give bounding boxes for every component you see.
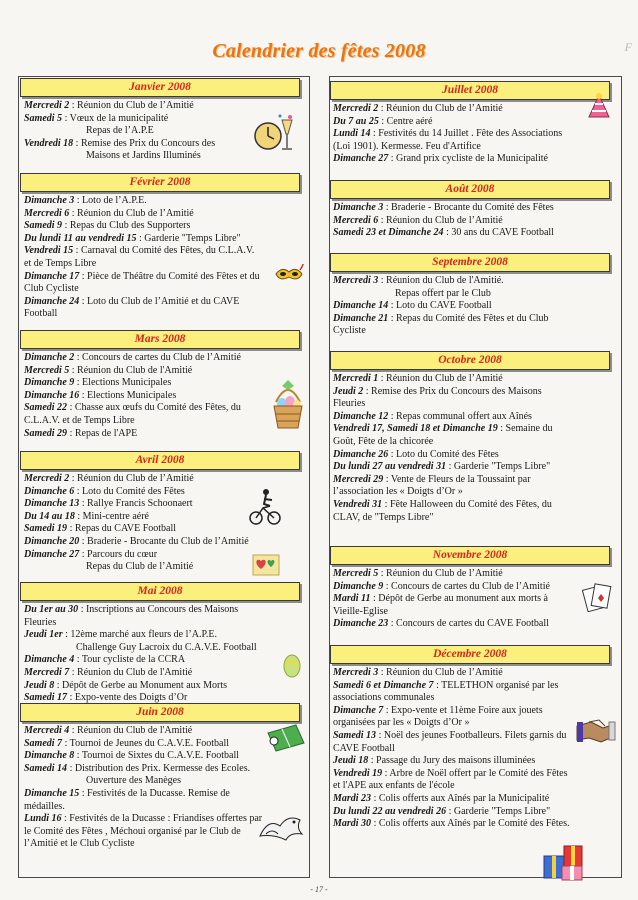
event-text: : TELETHON organisé par les associations communales: [333, 679, 559, 704]
event-text: : Elections Municipales: [79, 389, 177, 401]
event-entry: [24, 138, 264, 151]
event-date: Vendredi 31: [333, 498, 383, 510]
event-entry: [333, 300, 573, 313]
event-date: Lundi 14: [333, 128, 371, 140]
month-header: Novembre 2008: [330, 546, 610, 565]
event-entry: [24, 725, 264, 738]
event-entry: [333, 581, 573, 594]
event-entry: [333, 128, 573, 153]
event-text: : Arbre de Noël offert par le Comité des Fêtes et l'APE aux enfants de l'école: [333, 767, 568, 792]
event-entry: [333, 793, 573, 806]
event-date: Dimanche 6: [24, 485, 75, 497]
event-text: : Dépôt de Gerbe au monument aux morts à Vieille-Eglise: [333, 593, 548, 617]
event-date: Jeudi 1er: [24, 629, 63, 641]
event-date: Dimanche 4: [24, 654, 75, 666]
event-text: : Remise des Prix du Concours des: [73, 137, 216, 149]
event-text: Maisons et Jardins Illuminés: [86, 150, 201, 162]
event-text: : Chasse aux œufs du Comité des Fêtes, du C.L.A.V. et de Temps Libre: [24, 402, 241, 426]
event-text: : Réunion du Club de l'Amitié.: [378, 275, 504, 286]
event-date: Samedi 17: [24, 692, 68, 704]
month-header: Février 2008: [20, 173, 300, 192]
event-text: Ouverture des Manèges: [86, 775, 181, 787]
event-entry: [24, 245, 264, 270]
month-events: [333, 568, 573, 631]
event-entry: [333, 153, 573, 166]
page-number: - 17 -: [310, 885, 328, 894]
event-date: Samedi 23 et Dimanche 24: [333, 227, 444, 239]
event-entry: [24, 402, 264, 427]
month-events: [24, 725, 264, 851]
event-date: Samedi 13: [333, 729, 377, 741]
event-date: Du 7 au 25: [333, 115, 379, 127]
event-entry: [333, 593, 573, 618]
event-date: Dimanche 9: [24, 377, 75, 389]
event-date: Du 1er au 30: [24, 604, 79, 615]
event-text: : Tournoi de Jeunes du C.A.V.E. Football: [62, 737, 230, 749]
event-entry: [333, 755, 573, 768]
event-date: Dimanche 16: [24, 389, 80, 401]
event-entry: [333, 499, 573, 524]
event-date: Mercredi 6: [333, 214, 379, 226]
event-text: : Garderie "Temps Libre": [446, 461, 551, 473]
event-text: : Repas du CAVE Football: [67, 523, 177, 535]
event-text: : Centre aéré: [378, 115, 433, 127]
event-date: Samedi 22: [24, 402, 68, 414]
event-text: : Réunion du Club de l'Amitié: [69, 725, 193, 736]
event-entry: [333, 227, 573, 240]
event-entry: [24, 511, 264, 524]
event-date: Mercredi 5: [24, 364, 70, 376]
event-entry: [333, 411, 573, 424]
event-entry: [333, 423, 573, 448]
event-text: : Réunion du Club de l’Amitié: [69, 207, 194, 219]
month-events: [333, 103, 573, 166]
event-date: Mardi 30: [333, 818, 372, 830]
event-text: : Réunion du Club de l'Amitié: [69, 364, 193, 376]
event-text: : Réunion du Club de l’Amitié: [378, 373, 503, 384]
event-entry: [333, 386, 573, 411]
football-pitch-icon: [266, 723, 306, 753]
gift-boxes-icon: [540, 838, 586, 884]
month-header: Octobre 2008: [330, 351, 610, 370]
event-text: : Parcours du cœur: [79, 548, 158, 560]
event-text: : Semaine du Goût, Fête de la chicorée: [333, 423, 553, 447]
champagne-clock-icon: [252, 112, 298, 156]
month-header: Juillet 2008: [330, 81, 610, 100]
event-text: : Passage du Jury des maisons illuminées: [368, 755, 536, 767]
event-text: : Carnaval du Comité des Fêtes, du C.L.A.V. et de Temps Libre: [24, 245, 255, 269]
event-entry: [24, 473, 264, 486]
event-text: : Expo-vente des Doigts d’Or: [67, 692, 188, 704]
event-entry: [24, 604, 264, 629]
event-date: Mercredi 2: [24, 100, 70, 111]
event-entry: [24, 271, 264, 296]
event-text: : Rallye Francis Schoonaert: [79, 498, 193, 510]
event-entry: [24, 195, 264, 208]
month-header: Avril 2008: [20, 451, 300, 470]
event-entry: [24, 125, 264, 138]
event-entry: [24, 100, 264, 113]
carousel-dragon-icon: [256, 808, 306, 844]
event-date: Dimanche 21: [333, 312, 389, 324]
event-entry: [24, 680, 264, 693]
event-entry: [333, 768, 573, 793]
event-date: Jeudi 18: [333, 755, 369, 767]
event-entry: [333, 215, 573, 228]
event-entry: [333, 449, 573, 462]
event-entry: [333, 275, 573, 288]
event-date: Mercredi 7: [24, 666, 70, 678]
event-date: Dimanche 2: [24, 352, 75, 363]
event-entry: [333, 730, 573, 755]
event-date: Dimanche 24: [24, 295, 80, 307]
event-text: : Colis offerts aux Aînés par la Municipalité: [371, 792, 550, 804]
cyclist-icon: [248, 486, 282, 526]
event-entry: [24, 498, 264, 511]
event-text: : Concours de cartes du CAVE Football: [388, 618, 549, 630]
event-entry: [24, 233, 264, 246]
event-text: : Réunion du Club de l’Amitié: [378, 667, 503, 678]
event-date: Dimanche 15: [24, 787, 80, 799]
handshake-icon: [575, 710, 617, 752]
event-entry: [24, 629, 264, 642]
event-entry: [24, 561, 264, 574]
event-entry: [24, 523, 264, 536]
event-entry: [333, 202, 573, 215]
month-events: [333, 373, 573, 524]
event-entry: [24, 352, 264, 365]
event-text: : Repas communal offert aux Aînés: [388, 410, 532, 422]
event-date: Mercredi 1: [333, 373, 379, 384]
bleed-through-text: F: [624, 40, 632, 54]
month-events: [24, 195, 264, 321]
event-date: Mercredi 2: [24, 473, 70, 484]
event-text: : Réunion du Club de l’Amitié: [378, 568, 503, 579]
event-date: Dimanche 3: [24, 195, 75, 206]
event-entry: [24, 390, 264, 403]
event-entry: [333, 373, 573, 386]
event-text: : Grand prix cycliste de la Municipalité: [388, 153, 548, 165]
month-header: Septembre 2008: [330, 253, 610, 272]
event-entry: [24, 750, 264, 763]
event-date: Mercredi 29: [333, 473, 384, 485]
event-date: Dimanche 3: [333, 202, 384, 213]
event-entry: [24, 150, 264, 163]
event-date: Mercredi 3: [333, 667, 379, 678]
event-date: Jeudi 2: [333, 385, 364, 397]
event-text: : Braderie - Brocante du Comité des Fêtes: [383, 202, 554, 213]
event-entry: [333, 103, 573, 116]
event-date: Du 14 au 18: [24, 510, 75, 522]
event-entry: [333, 313, 573, 338]
event-entry: [333, 680, 573, 705]
event-text: : Tournoi de Sixtes du C.A.V.E. Football: [74, 750, 240, 762]
event-text: : Dépôt de Gerbe au Monument aux Morts: [54, 679, 228, 691]
event-date: Du lundi 27 au vendredi 31: [333, 461, 447, 473]
event-date: Mercredi 4: [24, 725, 70, 736]
event-text: : Fête Halloween du Comité des Fêtes, du CLAV, de "Temps Libre": [333, 498, 552, 523]
event-date: Dimanche 27: [24, 548, 80, 560]
event-entry: [24, 788, 264, 813]
event-text: : Remise des Prix du Concours des Maisons Fleuries: [333, 385, 542, 410]
event-entry: [24, 365, 264, 378]
month-header: Mai 2008: [20, 582, 300, 601]
event-text: : Inscriptions au Concours des Maisons Fleuries: [24, 604, 239, 628]
event-entry: [333, 288, 573, 301]
event-text: : Loto du Club de l’Amitié et du CAVE Football: [24, 295, 240, 320]
event-date: Mercredi 3: [333, 275, 379, 286]
event-date: Mercredi 2: [333, 103, 379, 114]
party-hat-icon: [585, 93, 613, 121]
event-date: Dimanche 27: [333, 153, 389, 165]
event-date: Dimanche 23: [333, 618, 389, 630]
event-date: Samedi 5: [24, 112, 63, 124]
month-header: Juin 2008: [20, 703, 300, 722]
month-events: [333, 275, 573, 338]
event-entry: [333, 667, 573, 680]
event-date: Vendredi 17, Samedi 18 et Dimanche 19: [333, 423, 498, 435]
page-title: Calendrier des fêtes 2008: [212, 40, 426, 62]
event-date: Dimanche 14: [333, 300, 389, 312]
easter-basket-icon: [270, 380, 306, 434]
event-date: Dimanche 7: [333, 704, 384, 716]
event-entry: [24, 763, 264, 776]
event-entry: [24, 428, 264, 441]
event-text: Challenge Guy Lacroix du C.A.V.E. Football: [76, 641, 257, 653]
event-date: Mercredi 5: [333, 568, 379, 579]
event-date: Dimanche 20: [24, 535, 80, 547]
event-text: : Repas du Comité des Fêtes et du Club Cycliste: [333, 312, 549, 337]
event-text: : 30 ans du CAVE Football: [443, 227, 554, 239]
event-date: Dimanche 9: [333, 580, 384, 592]
event-date: Vendredi 15: [24, 245, 74, 257]
event-text: : Festivités du 14 Juillet . Fête des Associations (Loi 1901). Kermesse. Feu d'Artifice: [333, 128, 563, 152]
event-entry: [333, 806, 573, 819]
event-text: : Réunion du Club de l’Amitié: [69, 473, 194, 484]
event-entry: [333, 461, 573, 474]
month-header: Janvier 2008: [20, 78, 300, 97]
event-entry: [24, 775, 264, 788]
event-text: : Vente de Fleurs de la Toussaint par l’association les « Doigts d’Or »: [333, 473, 531, 498]
event-date: Mercredi 6: [24, 207, 70, 219]
month-header: Août 2008: [330, 180, 610, 199]
event-text: : Loto de l’A.P.E.: [74, 195, 147, 206]
event-text: : Loto du Comité des Fêtes: [74, 485, 185, 497]
event-text: Repas offert par le Club: [395, 287, 491, 299]
event-text: : Garderie "Temps Libre": [136, 232, 241, 244]
event-entry: [333, 705, 573, 730]
event-entry: [24, 642, 264, 655]
event-date: Mardi 11: [333, 593, 371, 605]
month-events: [24, 473, 264, 574]
event-date: Samedi 6 et Dimanche 7: [333, 679, 434, 691]
event-date: Mardi 23: [333, 792, 372, 804]
event-text: : Braderie - Brocante du Club de l’Amitié: [79, 535, 249, 547]
carnival-mask-icon: [274, 264, 304, 286]
event-text: : Expo-vente et 11ème Foire aux jouets organisées par les « Doigts d’Or »: [333, 704, 543, 729]
event-text: : Concours de cartes du Club de l’Amitié: [383, 580, 550, 592]
month-header: Mars 2008: [20, 330, 300, 349]
event-date: Du lundi 11 au vendredi 15: [24, 232, 137, 244]
event-text: : Réunion du Club de l'Amitié: [69, 666, 193, 678]
event-text: : Loto du CAVE Football: [388, 300, 492, 312]
event-date: Dimanche 26: [333, 448, 389, 460]
month-header: Décembre 2008: [330, 645, 610, 664]
event-text: : Réunion du Club de l’Amitié: [378, 103, 503, 114]
event-date: Samedi 14: [24, 762, 68, 774]
event-entry: [24, 738, 264, 751]
event-entry: [333, 116, 573, 129]
event-date: Du lundi 22 au vendredi 26: [333, 805, 447, 817]
event-text: : Mini-centre aéré: [74, 510, 149, 522]
event-entry: [24, 813, 264, 851]
month-events: [24, 352, 264, 440]
event-date: Dimanche 12: [333, 410, 389, 422]
event-date: Dimanche 8: [24, 750, 75, 762]
easter-egg-icon: [281, 652, 303, 680]
event-entry: [24, 113, 264, 126]
event-text: : Loto du Comité des Fêtes: [388, 448, 499, 460]
event-text: : 12ème marché aux fleurs de l’A.P.E.: [62, 629, 218, 641]
event-date: Vendredi 19: [333, 767, 383, 779]
event-text: : Réunion du Club de l’Amitié: [69, 100, 194, 111]
event-text: : Tour cycliste de la CCRA: [74, 654, 186, 666]
month-events: [24, 604, 264, 705]
event-text: : Réunion du Club de l’Amitié: [378, 214, 503, 226]
event-text: : Colis offerts aux Aînés par le Comité des Fêtes.: [371, 818, 570, 830]
event-text: : Elections Municipales: [74, 377, 172, 389]
event-text: : Festivités de la Ducasse : Friandises offertes par le Comité des Fêtes , Méchoui organisé par le Club de l’Amitié et le Club Cycliste: [24, 813, 263, 850]
event-date: Lundi 16: [24, 813, 62, 825]
event-entry: [333, 818, 573, 831]
month-events: [333, 202, 573, 240]
event-text: : Concours de cartes du Club de l’Amitié: [74, 352, 241, 363]
event-text: : Repas du Club des Supporters: [62, 220, 191, 232]
event-date: Samedi 29: [24, 427, 68, 439]
event-entry: [24, 667, 264, 680]
event-entry: [24, 536, 264, 549]
month-events: [24, 100, 264, 163]
event-text: : Pièce de Théâtre du Comité des Fêtes et du Club Cycliste: [24, 270, 260, 295]
event-entry: [333, 474, 573, 499]
event-text: : Repas de l'APE: [67, 427, 138, 439]
event-text: : Distribution des Prix. Kermesse des Ecoles.: [67, 762, 251, 774]
event-date: Dimanche 13: [24, 498, 80, 510]
event-text: Repas du Club de l’Amitié: [86, 561, 194, 573]
event-date: Vendredi 18: [24, 137, 74, 149]
playing-cards-icon: [582, 582, 612, 612]
event-entry: [24, 654, 264, 667]
event-entry: [24, 549, 264, 562]
event-date: Dimanche 17: [24, 270, 80, 282]
month-events: [333, 667, 573, 831]
event-date: Samedi 7: [24, 737, 63, 749]
event-text: : Festivités de la Ducasse. Remise de médailles.: [24, 787, 230, 812]
event-text: : Noël des jeunes Footballeurs. Filets garnis du CAVE Football: [333, 729, 567, 754]
event-date: Samedi 19: [24, 523, 68, 535]
event-text: Repas de l’A.P.E: [86, 125, 154, 137]
event-entry: [24, 377, 264, 390]
event-entry: [333, 568, 573, 581]
event-entry: [24, 208, 264, 221]
event-text: : Vœux de la municipalité: [62, 112, 169, 124]
event-entry: [24, 220, 264, 233]
event-entry: [333, 618, 573, 631]
event-date: Samedi 9: [24, 220, 63, 232]
event-date: Jeudi 8: [24, 679, 55, 691]
event-text: : Garderie "Temps Libre": [446, 805, 551, 817]
hearts-icon: [252, 553, 280, 577]
event-entry: [24, 296, 264, 321]
event-entry: [24, 486, 264, 499]
